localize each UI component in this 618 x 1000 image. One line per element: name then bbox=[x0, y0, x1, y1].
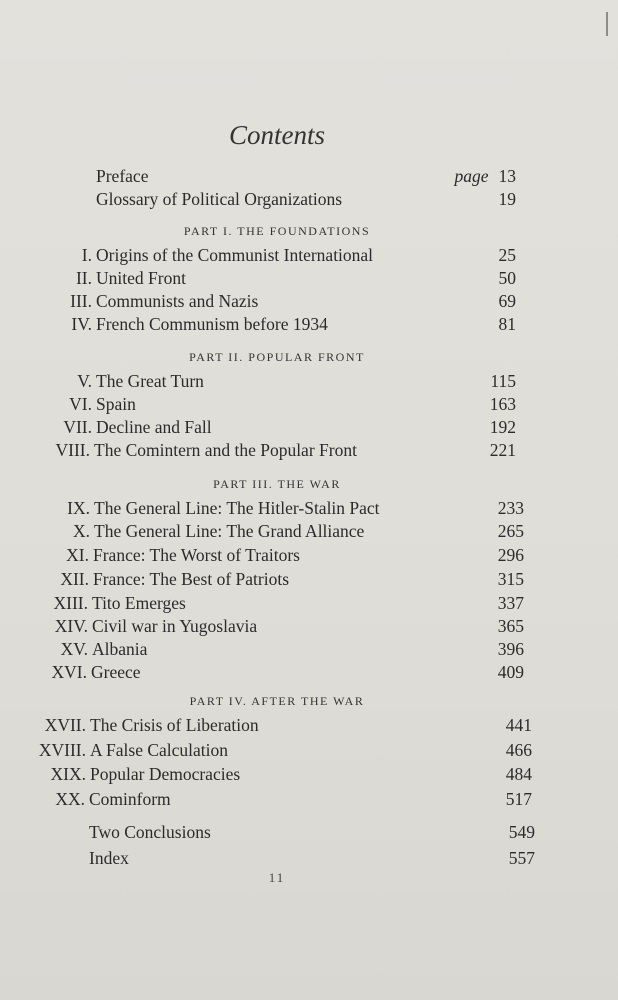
chapter-page: 296 bbox=[497, 545, 524, 565]
chapter-number: XVII. bbox=[44, 715, 86, 735]
part-heading-4: PART IV. AFTER THE WAR bbox=[189, 694, 365, 708]
chapter-title: Albania bbox=[92, 639, 148, 659]
chapter-title: A False Calculation bbox=[90, 740, 229, 760]
toc-entry bbox=[0, 543, 618, 567]
toc-entry-conclusions bbox=[0, 820, 618, 844]
chapter-title: Communists and Nazis bbox=[96, 291, 259, 311]
chapter-number: XV. bbox=[60, 639, 88, 659]
chapter-title: Tito Emerges bbox=[92, 593, 186, 613]
chapter-number: V. bbox=[77, 371, 92, 391]
toc-entry bbox=[0, 787, 618, 811]
toc-entry bbox=[0, 289, 618, 313]
chapter-number: XIX. bbox=[50, 764, 86, 784]
toc-entry bbox=[0, 614, 618, 638]
toc-entry bbox=[0, 243, 618, 267]
chapter-page: 517 bbox=[505, 789, 532, 809]
chapter-page: 466 bbox=[505, 740, 532, 760]
chapter-page: 441 bbox=[505, 715, 532, 735]
chapter-page: 81 bbox=[498, 314, 516, 334]
chapter-number: X. bbox=[72, 521, 90, 541]
chapter-title: The Crisis of Liberation bbox=[90, 715, 259, 735]
chapter-page: 365 bbox=[497, 616, 524, 636]
chapter-number: XII. bbox=[60, 569, 89, 589]
chapter-page: 337 bbox=[497, 593, 524, 613]
toc-entry bbox=[0, 762, 618, 786]
toc-entry bbox=[0, 713, 618, 737]
chapter-number: VI. bbox=[69, 394, 92, 414]
chapter-title: Decline and Fall bbox=[96, 417, 212, 437]
toc-entry bbox=[0, 312, 618, 336]
part-heading-2: PART II. POPULAR FRONT bbox=[189, 350, 365, 364]
chapter-title: The General Line: The Hitler-Stalin Pact bbox=[94, 498, 380, 518]
chapter-number: XX. bbox=[55, 789, 85, 809]
chapter-number: III. bbox=[70, 291, 92, 311]
toc-entry bbox=[0, 591, 618, 615]
chapter-number: XVIII. bbox=[38, 740, 86, 760]
toc-entry bbox=[0, 519, 618, 543]
entry-title: Preface bbox=[96, 166, 149, 186]
toc-entry bbox=[0, 496, 618, 520]
toc-entry bbox=[0, 415, 618, 439]
chapter-title: The General Line: The Grand Alliance bbox=[94, 521, 365, 541]
chapter-number: XIV. bbox=[54, 616, 88, 636]
chapter-page: 50 bbox=[498, 268, 516, 288]
chapter-title: French Communism before 1934 bbox=[96, 314, 328, 334]
chapter-title: Spain bbox=[96, 394, 136, 414]
chapter-page: 233 bbox=[497, 498, 524, 518]
entry-page: 549 bbox=[508, 822, 535, 842]
page-number: 13 bbox=[498, 166, 516, 186]
entry-page: 19 bbox=[498, 189, 516, 209]
toc-entry bbox=[0, 660, 618, 684]
toc-entry-preface bbox=[0, 164, 618, 188]
toc-entry bbox=[0, 438, 618, 462]
chapter-page: 396 bbox=[497, 639, 524, 659]
toc-entry bbox=[0, 369, 618, 393]
chapter-page: 163 bbox=[489, 394, 516, 414]
chapter-page: 221 bbox=[489, 440, 516, 460]
chapter-page: 265 bbox=[497, 521, 524, 541]
part-heading-3: PART III. THE WAR bbox=[213, 477, 341, 491]
chapter-page: 69 bbox=[498, 291, 516, 311]
toc-entry bbox=[0, 266, 618, 290]
part-heading-1: PART I. THE FOUNDATIONS bbox=[183, 224, 371, 238]
page-number-footer: 11 bbox=[268, 870, 286, 885]
chapter-title: Cominform bbox=[89, 789, 171, 809]
toc-entry-index bbox=[0, 846, 618, 870]
page-title: Contents bbox=[228, 120, 325, 150]
chapter-number: II. bbox=[75, 268, 92, 288]
chapter-number: VII. bbox=[63, 417, 92, 437]
chapter-number: XIII. bbox=[53, 593, 88, 613]
chapter-title: France: The Worst of Traitors bbox=[93, 545, 300, 565]
chapter-page: 25 bbox=[498, 245, 516, 265]
chapter-page: 115 bbox=[490, 371, 516, 391]
chapter-title: United Front bbox=[96, 268, 186, 288]
entry-page: 557 bbox=[508, 848, 535, 868]
chapter-number: XI. bbox=[66, 545, 89, 565]
toc-entry bbox=[0, 637, 618, 661]
chapter-page: 409 bbox=[497, 662, 524, 682]
chapter-number: VIII. bbox=[55, 440, 90, 460]
toc-entry bbox=[0, 392, 618, 416]
chapter-page: 315 bbox=[497, 569, 524, 589]
chapter-number: IV. bbox=[71, 314, 92, 334]
toc-entry bbox=[0, 567, 618, 591]
chapter-title: France: The Best of Patriots bbox=[93, 569, 290, 589]
page-edge-mark bbox=[606, 12, 608, 36]
entry-page bbox=[440, 164, 516, 188]
chapter-title: Popular Democracies bbox=[90, 764, 241, 784]
entry-title: Two Conclusions bbox=[89, 822, 211, 842]
chapter-title: Greece bbox=[91, 662, 141, 682]
chapter-number: IX. bbox=[67, 498, 90, 518]
entry-title: Index bbox=[89, 848, 129, 868]
toc-entry bbox=[0, 738, 618, 762]
chapter-page: 192 bbox=[489, 417, 516, 437]
chapter-title: The Great Turn bbox=[96, 371, 204, 391]
toc-entry-glossary bbox=[0, 187, 618, 211]
chapter-title: The Comintern and the Popular Front bbox=[94, 440, 357, 460]
chapter-number: XVI. bbox=[51, 662, 87, 682]
chapter-page: 484 bbox=[505, 764, 532, 784]
chapter-title: Civil war in Yugoslavia bbox=[92, 616, 258, 636]
chapter-number: I. bbox=[81, 245, 92, 265]
chapter-title: Origins of the Communist International bbox=[96, 245, 374, 265]
entry-title: Glossary of Political Organizations bbox=[96, 189, 343, 209]
page-label: page bbox=[454, 166, 489, 186]
